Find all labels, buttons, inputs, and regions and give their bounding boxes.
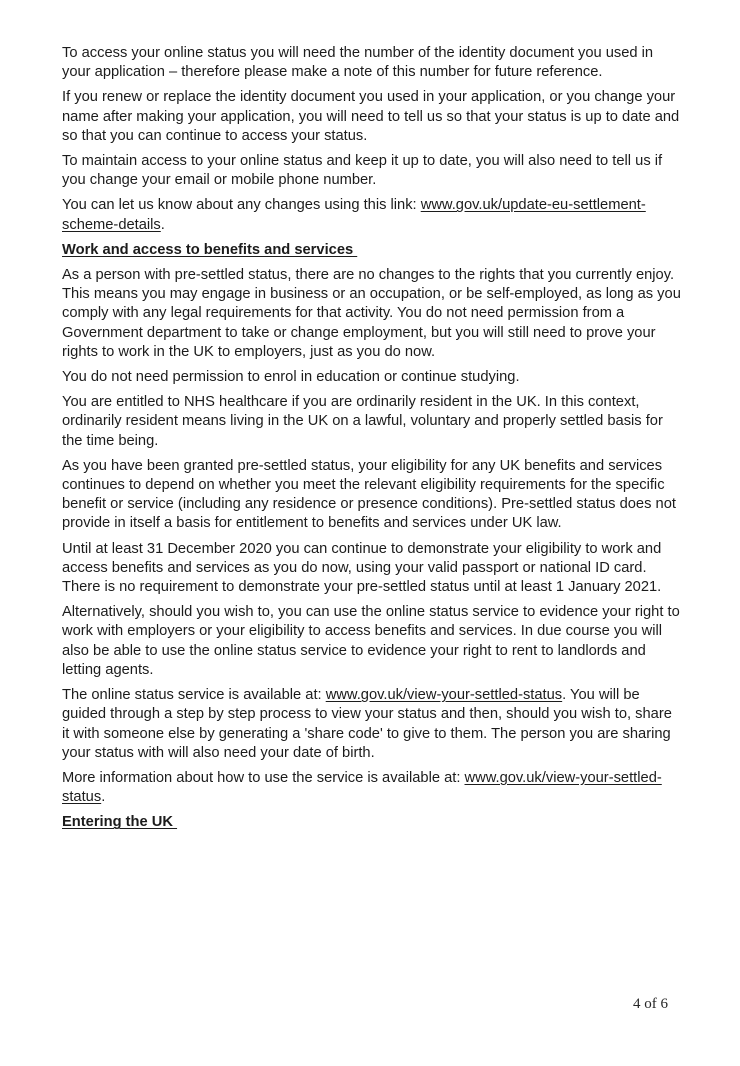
paragraph-online-status-service — [62, 686, 681, 763]
section-heading-work-and-benefits — [62, 241, 681, 260]
update-eu-settlement-scheme-details-link[interactable]: www.gov.uk/update-eu-settlement-scheme-details — [62, 197, 646, 233]
paragraph-rights-unchanged: As a person with pre-settled status, there are no changes to the rights that you currently enjoy. This means you may engage in business or an occupation, or be self-employed, as long as you comply with any legal requirements for that activity. You do not need permission from a Government department to take or change employment, but you will still need to prove your rights to work in the UK to employers, just as you do now. — [62, 267, 681, 360]
paragraph-text: . — [101, 789, 106, 806]
paragraph-education: You do not need permission to enrol in education or continue studying. — [62, 369, 520, 386]
paragraph-more-information — [62, 769, 681, 807]
page-number: 4 of 6 — [633, 996, 668, 1012]
paragraph-maintain-access: To maintain access to your online status and keep it up to date, you will also need to tell us if you change your email or mobile phone number. — [62, 153, 663, 189]
paragraph-benefits-eligibility: As you have been granted pre-settled status, your eligibility for any UK benefits and services continues to depend on whether you meet the relevant eligibility requirements for the specific benefit or service (including any residence or presence conditions). Pre-settled status does not provide in itself a basis for entitlement to benefits and services under UK law. — [62, 457, 676, 532]
paragraph-access-status: To access your online status you will need the number of the identity document you used in your application – therefore please make a note of this number for future reference. — [62, 45, 654, 81]
document-content — [62, 44, 681, 839]
paragraph-until-december-2020: Until at least 31 December 2020 you can continue to demonstrate your eligibility to work and access benefits and services as you do now, using your valid passport or national ID card. There is no requirement to demonstrate your pre-settled status until at least 1 January 2021. — [62, 540, 662, 596]
paragraph-text: . — [160, 216, 165, 233]
view-your-settled-status-link[interactable]: www.gov.uk/view-your-settled-status — [62, 769, 662, 806]
heading-text: Entering the UK — [62, 814, 178, 831]
paragraph-update-details — [62, 196, 681, 234]
paragraph-text: . You will be guided through a step by step process to view your status and then, should you wish to, share it with someone else by generating a 'share code' to give to them. The person you are sharing your status with will also need your date of birth. — [62, 687, 672, 761]
section-heading-entering-the-uk — [62, 813, 681, 832]
paragraph-online-status-alternative: Alternatively, should you wish to, you can use the online status service to evidence your right to work with employers or your eligibility to access benefits and services. In due course you will also be able to use the online status service to evidence your right to rent to landlords and letting agents. — [62, 604, 680, 678]
paragraph-text: The online status service is available at: — [62, 687, 326, 704]
paragraph-nhs-healthcare: You are entitled to NHS healthcare if you are ordinarily resident in the UK. In this context, ordinarily resident means living in the UK on a lawful, voluntary and properly settled basis for the time being. — [62, 394, 663, 449]
paragraph-text: More information about how to use the service is available at: — [62, 769, 465, 786]
view-your-settled-status-link[interactable]: www.gov.uk/view-your-settled-status — [325, 687, 563, 704]
heading-text: Work and access to benefits and services — [62, 241, 358, 258]
paragraph-renew-replace: If you renew or replace the identity document you used in your application, or you change your name after making your application, you will need to tell us so that your status is up to date and so that you can continue to access your status. — [62, 89, 680, 144]
paragraph-text: You can let us know about any changes using this link: — [62, 197, 421, 214]
